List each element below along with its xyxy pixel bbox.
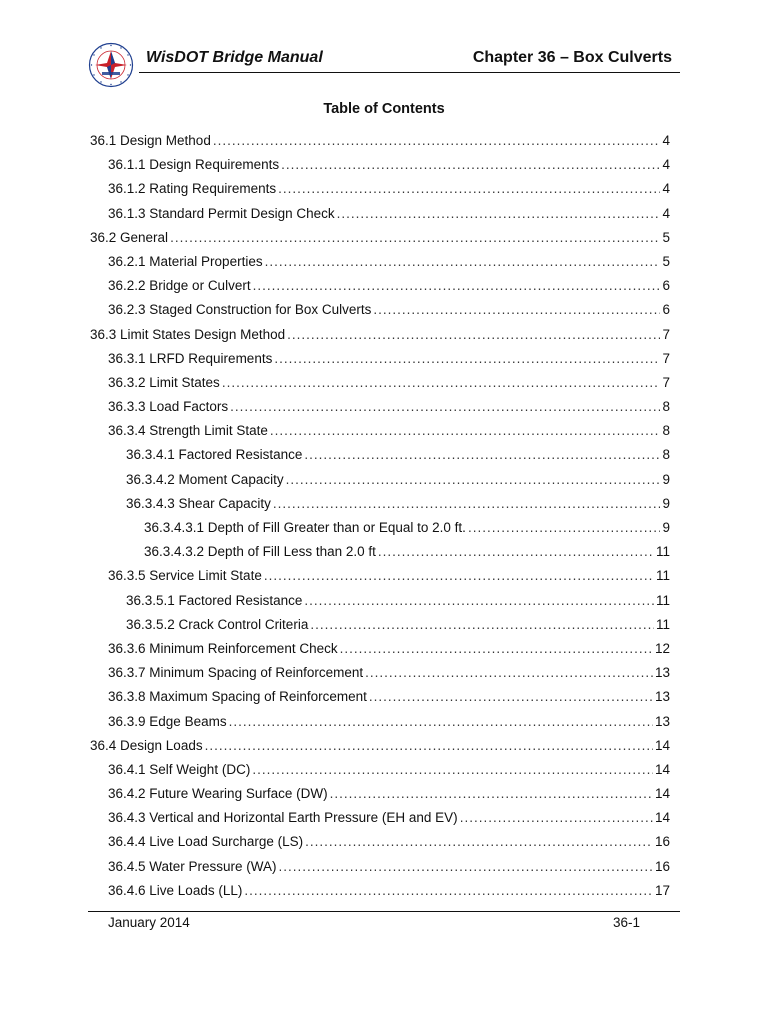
toc-entry[interactable] bbox=[90, 302, 670, 326]
toc-entry-label: 36.3.4.2 Moment Capacity bbox=[126, 471, 284, 487]
toc-entry-page: 14 bbox=[654, 786, 670, 802]
toc-entry-page: 14 bbox=[654, 761, 670, 777]
toc-entry[interactable] bbox=[90, 859, 670, 883]
toc-entry-page: 13 bbox=[654, 713, 670, 729]
toc-entry-label: 36.4.5 Water Pressure (WA) bbox=[108, 858, 277, 874]
toc-leader-dots bbox=[253, 278, 661, 293]
toc-leader-dots bbox=[378, 544, 654, 559]
toc-entry-page: 13 bbox=[654, 665, 670, 681]
toc-entry[interactable] bbox=[90, 327, 670, 351]
toc-leader-dots bbox=[310, 617, 654, 632]
toc-entry-page: 16 bbox=[654, 858, 670, 874]
toc-entry[interactable] bbox=[90, 810, 670, 834]
toc-entry-label: 36.3 Limit States Design Method bbox=[90, 326, 286, 342]
toc-entry[interactable] bbox=[90, 568, 670, 592]
toc-entry[interactable] bbox=[90, 375, 670, 399]
toc-entry[interactable] bbox=[90, 133, 670, 157]
toc-entry-label: 36.3.7 Minimum Spacing of Reinforcement bbox=[108, 665, 364, 681]
toc-leader-dots bbox=[304, 447, 660, 462]
toc-entry-label: 36.4.6 Live Loads (LL) bbox=[108, 882, 243, 898]
toc-entry-page: 6 bbox=[662, 278, 670, 294]
toc-entry[interactable] bbox=[90, 206, 670, 230]
toc-entry-label: 36.3.6 Minimum Reinforcement Check bbox=[108, 640, 338, 656]
toc-leader-dots bbox=[365, 665, 653, 680]
toc-entry-label: 36.1.3 Standard Permit Design Check bbox=[108, 205, 335, 221]
toc-entry-page: 14 bbox=[654, 810, 670, 826]
toc-entry-label: 36.4.4 Live Load Surcharge (LS) bbox=[108, 834, 304, 850]
toc-entry-label: 36.3.8 Maximum Spacing of Reinforcement bbox=[108, 689, 367, 705]
toc-entry[interactable] bbox=[90, 520, 670, 544]
toc-entry-page: 9 bbox=[662, 471, 670, 487]
toc-entry[interactable] bbox=[90, 834, 670, 858]
toc-entry-page: 8 bbox=[662, 423, 670, 439]
toc-entry-page: 11 bbox=[655, 616, 670, 632]
toc-entry-page: 8 bbox=[662, 447, 670, 463]
toc-leader-dots bbox=[213, 133, 661, 148]
toc-entry-label: 36.3.4.3.1 Depth of Fill Greater than or Equal to 2.0 ft. bbox=[144, 520, 466, 535]
toc-entry-label: 36.3.4.1 Factored Resistance bbox=[126, 447, 303, 463]
toc-leader-dots bbox=[281, 157, 660, 172]
toc-entry[interactable] bbox=[90, 665, 670, 689]
toc-leader-dots bbox=[229, 714, 653, 729]
toc-entry[interactable] bbox=[90, 786, 670, 810]
toc-leader-dots bbox=[286, 472, 661, 487]
toc-entry[interactable] bbox=[90, 181, 670, 205]
toc-entry[interactable] bbox=[90, 714, 670, 738]
toc-leader-dots bbox=[369, 689, 653, 704]
toc-leader-dots bbox=[170, 230, 660, 245]
toc-entry-label: 36.4 Design Loads bbox=[90, 737, 203, 753]
toc-entry-label: 36.1 Design Method bbox=[90, 133, 211, 148]
toc-entry-page: 13 bbox=[654, 689, 670, 705]
toc-entry[interactable] bbox=[90, 762, 670, 786]
toc-entry-label: 36.3.2 Limit States bbox=[108, 374, 220, 390]
toc-leader-dots bbox=[252, 762, 653, 777]
toc-leader-dots bbox=[468, 520, 661, 535]
toc-entry[interactable] bbox=[90, 254, 670, 278]
toc-entry-label: 36.3.9 Edge Beams bbox=[108, 713, 227, 729]
toc-entry[interactable] bbox=[90, 593, 670, 617]
toc-entry[interactable] bbox=[90, 399, 670, 423]
toc-leader-dots bbox=[222, 375, 661, 390]
toc-entry-page: 9 bbox=[662, 495, 670, 511]
toc-entry-label: 36.2.1 Material Properties bbox=[108, 253, 263, 269]
toc-leader-dots bbox=[205, 738, 653, 753]
toc-entry-label: 36.3.4.3.2 Depth of Fill Less than 2.0 ft bbox=[144, 544, 376, 560]
toc-leader-dots bbox=[330, 786, 653, 801]
toc-title: Table of Contents bbox=[323, 101, 445, 117]
toc-entry-label: 36.2.3 Staged Construction for Box Culverts bbox=[108, 302, 372, 318]
toc-leader-dots bbox=[274, 351, 660, 366]
footer-date: January 2014 bbox=[108, 915, 190, 930]
toc-leader-dots bbox=[279, 859, 653, 874]
toc-entry-label: 36.3.3 Load Factors bbox=[108, 399, 229, 415]
footer-rule bbox=[88, 911, 680, 912]
toc-leader-dots bbox=[270, 423, 661, 438]
toc-entry[interactable] bbox=[90, 423, 670, 447]
toc-leader-dots bbox=[230, 399, 660, 414]
toc-leader-dots bbox=[305, 834, 653, 849]
toc-leader-dots bbox=[273, 496, 661, 511]
toc-entry-label: 36.3.5.1 Factored Resistance bbox=[126, 592, 303, 608]
toc-entry-page: 4 bbox=[662, 157, 670, 173]
toc-leader-dots bbox=[287, 327, 660, 342]
toc-entry[interactable] bbox=[90, 351, 670, 375]
toc-leader-dots bbox=[265, 254, 661, 269]
toc-leader-dots bbox=[304, 593, 654, 608]
toc-entry-label: 36.3.1 LRFD Requirements bbox=[108, 350, 273, 366]
toc-entry-label: 36.4.3 Vertical and Horizontal Earth Pressure (EH and EV) bbox=[108, 810, 458, 826]
toc-entry[interactable] bbox=[90, 496, 670, 520]
toc-leader-dots bbox=[264, 568, 654, 583]
toc-entry-label: 36.3.4.3 Shear Capacity bbox=[126, 495, 271, 511]
toc-entry-page: 14 bbox=[654, 737, 670, 753]
toc-entry[interactable] bbox=[90, 617, 670, 641]
toc-entry-page: 16 bbox=[654, 834, 670, 850]
toc-leader-dots bbox=[340, 641, 653, 656]
toc-entry[interactable] bbox=[90, 544, 670, 568]
toc-entry-label: 36.1.2 Rating Requirements bbox=[108, 181, 277, 197]
toc-entry[interactable] bbox=[90, 278, 670, 302]
toc-entry-page: 17 bbox=[654, 882, 670, 898]
toc-entry-page: 5 bbox=[662, 253, 670, 269]
toc-leader-dots bbox=[244, 883, 653, 898]
toc-entry-label: 36.3.4 Strength Limit State bbox=[108, 423, 268, 439]
table-of-contents bbox=[90, 133, 670, 907]
toc-entry-page: 7 bbox=[662, 374, 670, 390]
toc-entry-label: 36.3.5.2 Crack Control Criteria bbox=[126, 616, 309, 632]
toc-entry[interactable] bbox=[90, 472, 670, 496]
toc-leader-dots bbox=[337, 206, 661, 221]
toc-leader-dots bbox=[460, 810, 653, 825]
toc-entry-page: 9 bbox=[662, 520, 670, 535]
toc-entry-page: 7 bbox=[662, 326, 670, 342]
toc-entry-label: 36.4.1 Self Weight (DC) bbox=[108, 761, 251, 777]
toc-entry-page: 4 bbox=[662, 181, 670, 197]
toc-entry-label: 36.2.2 Bridge or Culvert bbox=[108, 278, 251, 294]
toc-entry-page: 12 bbox=[654, 640, 670, 656]
manual-title: WisDOT Bridge Manual bbox=[146, 49, 323, 66]
toc-entry[interactable] bbox=[90, 738, 670, 762]
toc-entry-label: 36.2 General bbox=[90, 229, 169, 245]
header-rule bbox=[139, 72, 680, 73]
toc-entry[interactable] bbox=[90, 447, 670, 471]
toc-entry[interactable] bbox=[90, 689, 670, 713]
toc-entry-page: 5 bbox=[662, 229, 670, 245]
toc-leader-dots bbox=[373, 302, 660, 317]
toc-leader-dots bbox=[278, 181, 660, 196]
toc-entry-label: 36.4.2 Future Wearing Surface (DW) bbox=[108, 786, 328, 802]
toc-entry-page: 4 bbox=[662, 133, 670, 148]
chapter-title: Chapter 36 – Box Culverts bbox=[472, 49, 672, 66]
toc-entry-label: 36.1.1 Design Requirements bbox=[108, 157, 280, 173]
toc-entry-page: 11 bbox=[655, 544, 670, 560]
toc-entry-page: 11 bbox=[655, 592, 670, 608]
toc-entry[interactable] bbox=[90, 157, 670, 181]
wisdot-logo bbox=[88, 42, 134, 88]
toc-entry-page: 6 bbox=[662, 302, 670, 318]
toc-entry-page: 4 bbox=[662, 205, 670, 221]
toc-entry[interactable] bbox=[90, 883, 670, 907]
toc-entry-page: 7 bbox=[662, 350, 670, 366]
toc-entry-page: 8 bbox=[662, 399, 670, 415]
toc-entry-label: 36.3.5 Service Limit State bbox=[108, 568, 262, 584]
toc-entry-page: 11 bbox=[655, 568, 670, 584]
footer-page-number: 36-1 bbox=[612, 915, 640, 930]
toc-entry[interactable] bbox=[90, 641, 670, 665]
toc-entry[interactable] bbox=[90, 230, 670, 254]
